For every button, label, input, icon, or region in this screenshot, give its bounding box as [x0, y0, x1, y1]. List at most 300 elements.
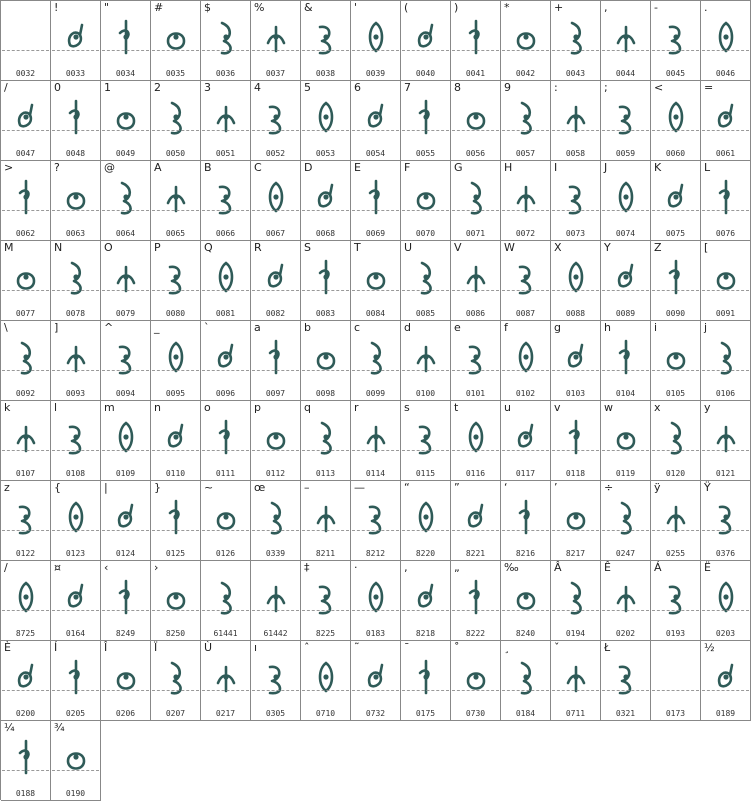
glyph-cell[interactable] [151, 481, 201, 561]
baseline-divider [452, 370, 499, 371]
glyph-cell[interactable] [501, 481, 551, 561]
glyph-cell[interactable] [601, 81, 651, 161]
glyph-cell[interactable] [451, 1, 501, 81]
char-code-label: 0060 [665, 149, 686, 158]
glyph-cell[interactable] [401, 641, 451, 721]
glyph-icon [106, 95, 146, 139]
glyph-cell[interactable] [101, 241, 151, 321]
glyph-cell[interactable] [651, 321, 701, 401]
glyph-cell[interactable] [551, 561, 601, 641]
glyph-cell[interactable] [451, 641, 501, 721]
glyph-cell[interactable] [201, 81, 251, 161]
baseline-divider [152, 610, 199, 611]
glyph-cell[interactable] [101, 641, 151, 721]
glyph-cell[interactable] [701, 241, 751, 321]
character-label: I [554, 161, 558, 174]
glyph-cell[interactable] [251, 1, 301, 81]
char-code-label: 0059 [615, 149, 636, 158]
char-code-label: 0083 [315, 309, 336, 318]
character-label: ! [54, 1, 59, 14]
glyph-cell[interactable] [151, 81, 201, 161]
glyph-cell[interactable] [501, 161, 551, 241]
glyph-icon [156, 15, 196, 59]
glyph-cell[interactable] [201, 241, 251, 321]
glyph-cell[interactable] [601, 241, 651, 321]
glyph-cell[interactable] [351, 321, 401, 401]
baseline-divider [602, 50, 649, 51]
character-label: Ù [204, 641, 213, 654]
glyph-cell[interactable] [501, 1, 551, 81]
glyph-cell[interactable] [351, 481, 401, 561]
glyph-cell[interactable] [551, 401, 601, 481]
char-code-label: 8725 [15, 629, 36, 638]
glyph-cell[interactable] [401, 1, 451, 81]
character-label: ‰ [504, 561, 519, 574]
glyph-icon [306, 255, 346, 299]
glyph-cell[interactable] [351, 561, 401, 641]
glyph-cell[interactable] [1, 561, 51, 641]
glyph-icon [556, 95, 596, 139]
glyph-cell[interactable] [151, 1, 201, 81]
glyph-cell[interactable] [201, 401, 251, 481]
glyph-cell[interactable] [551, 161, 601, 241]
glyph-cell[interactable] [301, 81, 351, 161]
glyph-cell[interactable] [651, 1, 701, 81]
baseline-divider [452, 450, 499, 451]
glyph-cell[interactable] [451, 161, 501, 241]
glyph-cell[interactable] [601, 481, 651, 561]
char-code-label: 0111 [215, 469, 236, 478]
character-label: # [154, 1, 164, 14]
character-label: Í [54, 641, 58, 654]
glyph-icon [6, 255, 46, 299]
baseline-divider [552, 370, 599, 371]
glyph-cell[interactable] [251, 321, 301, 401]
glyph-icon [256, 95, 296, 139]
glyph-icon [506, 15, 546, 59]
character-label: C [254, 161, 262, 174]
char-code-label: 0194 [565, 629, 586, 638]
glyph-cell[interactable] [701, 161, 751, 241]
char-code-label: 0077 [15, 309, 36, 318]
baseline-divider [652, 130, 699, 131]
glyph-cell[interactable] [51, 401, 101, 481]
character-label: ; [604, 81, 608, 94]
glyph-cell[interactable] [601, 401, 651, 481]
glyph-cell[interactable] [501, 321, 551, 401]
glyph-cell[interactable] [251, 81, 301, 161]
character-label: ¼ [4, 721, 15, 734]
glyph-cell[interactable] [101, 481, 151, 561]
character-label: F [404, 161, 411, 174]
char-code-label: 0121 [715, 469, 736, 478]
character-label: / [4, 81, 8, 94]
glyph-cell[interactable] [1, 321, 51, 401]
character-label: d [404, 321, 411, 334]
glyph-icon [556, 255, 596, 299]
glyph-icon [456, 495, 496, 539]
character-label: G [454, 161, 463, 174]
glyph-cell[interactable] [651, 161, 701, 241]
glyph-cell[interactable] [1, 481, 51, 561]
glyph-cell[interactable] [401, 321, 451, 401]
glyph-cell[interactable] [251, 481, 301, 561]
baseline-divider [502, 50, 549, 51]
glyph-cell[interactable] [301, 241, 351, 321]
glyph-cell[interactable] [351, 641, 401, 721]
glyph-cell[interactable] [651, 401, 701, 481]
glyph-icon [106, 655, 146, 699]
glyph-cell[interactable] [101, 321, 151, 401]
glyph-icon [106, 175, 146, 219]
baseline-divider [702, 450, 749, 451]
glyph-cell[interactable] [51, 321, 101, 401]
glyph-icon [256, 415, 296, 459]
character-label: O [104, 241, 113, 254]
char-code-label: 0048 [65, 149, 86, 158]
glyph-cell[interactable] [451, 321, 501, 401]
glyph-icon [56, 175, 96, 219]
glyph-cell[interactable] [101, 401, 151, 481]
char-code-label: 0113 [315, 469, 336, 478]
char-code-label: 0085 [415, 309, 436, 318]
glyph-icon [56, 575, 96, 619]
baseline-divider [702, 130, 749, 131]
glyph-cell[interactable] [101, 1, 151, 81]
glyph-cell[interactable] [101, 561, 151, 641]
character-label: u [504, 401, 511, 414]
character-label: Á [654, 561, 662, 574]
glyph-icon [406, 255, 446, 299]
baseline-divider [602, 450, 649, 451]
glyph-cell[interactable] [101, 161, 151, 241]
glyph-icon [356, 15, 396, 59]
character-label: o [204, 401, 211, 414]
glyph-cell[interactable] [551, 241, 601, 321]
char-code-label: 0073 [565, 229, 586, 238]
baseline-divider [2, 690, 49, 691]
glyph-icon [456, 175, 496, 219]
baseline-divider [702, 210, 749, 211]
character-label: 4 [254, 81, 261, 94]
glyph-cell[interactable] [1, 161, 51, 241]
glyph-cell[interactable] [451, 81, 501, 161]
glyph-icon [256, 335, 296, 379]
glyph-cell[interactable] [301, 1, 351, 81]
baseline-divider [602, 130, 649, 131]
char-code-label: 0116 [465, 469, 486, 478]
character-label: + [554, 1, 564, 14]
glyph-cell[interactable] [701, 321, 751, 401]
glyph-icon [556, 495, 596, 539]
glyph-cell[interactable] [601, 1, 651, 81]
glyph-cell[interactable] [551, 1, 601, 81]
glyph-icon [106, 255, 146, 299]
glyph-cell[interactable] [401, 401, 451, 481]
char-code-label: 0104 [615, 389, 636, 398]
baseline-divider [402, 290, 449, 291]
baseline-divider [202, 290, 249, 291]
glyph-cell[interactable] [401, 161, 451, 241]
character-label: ‹ [104, 561, 109, 574]
glyph-cell[interactable] [301, 161, 351, 241]
char-code-label: 0089 [615, 309, 636, 318]
character-label: w [604, 401, 613, 414]
glyph-cell[interactable] [301, 321, 351, 401]
glyph-cell[interactable] [451, 401, 501, 481]
glyph-cell[interactable] [501, 81, 551, 161]
baseline-divider [152, 690, 199, 691]
baseline-divider [2, 450, 49, 451]
character-label: " [104, 1, 110, 14]
char-code-label: 0032 [15, 69, 36, 78]
glyph-cell[interactable] [551, 641, 601, 721]
glyph-cell[interactable] [151, 561, 201, 641]
char-code-label: 0202 [615, 629, 636, 638]
glyph-cell[interactable] [601, 161, 651, 241]
glyph-cell[interactable] [451, 481, 501, 561]
glyph-cell[interactable] [51, 241, 101, 321]
glyph-cell[interactable] [651, 241, 701, 321]
character-label: $ [204, 1, 211, 14]
glyph-icon [356, 175, 396, 219]
glyph-icon [256, 655, 296, 699]
char-code-label: 0039 [365, 69, 386, 78]
glyph-cell[interactable] [651, 561, 701, 641]
glyph-icon [6, 175, 46, 219]
glyph-icon [556, 15, 596, 59]
glyph-cell[interactable] [51, 721, 101, 801]
glyph-cell[interactable] [51, 161, 101, 241]
character-label: ¸ [504, 641, 510, 654]
glyph-cell[interactable] [201, 481, 251, 561]
glyph-cell[interactable] [701, 81, 751, 161]
baseline-divider [502, 450, 549, 451]
glyph-cell[interactable] [401, 561, 451, 641]
baseline-divider [452, 210, 499, 211]
char-code-label: 0041 [465, 69, 486, 78]
character-label: c [354, 321, 361, 334]
character-label: a [254, 321, 261, 334]
baseline-divider [452, 690, 499, 691]
char-code-label: 0070 [415, 229, 436, 238]
glyph-icon [106, 335, 146, 379]
character-label: % [254, 1, 265, 14]
baseline-divider [2, 290, 49, 291]
char-code-label: 0114 [365, 469, 386, 478]
char-code-label: 0117 [515, 469, 536, 478]
char-code-label: 0066 [215, 229, 236, 238]
glyph-icon [206, 255, 246, 299]
glyph-cell[interactable] [1, 641, 51, 721]
baseline-divider [502, 290, 549, 291]
glyph-cell[interactable] [251, 241, 301, 321]
glyph-cell[interactable] [501, 401, 551, 481]
character-label: q [304, 401, 311, 414]
glyph-cell[interactable] [451, 561, 501, 641]
char-code-label: 0339 [265, 549, 286, 558]
character-label: ½ [704, 641, 715, 654]
glyph-cell[interactable] [301, 641, 351, 721]
glyph-cell[interactable] [701, 561, 751, 641]
glyph-cell[interactable] [351, 81, 401, 161]
glyph-cell[interactable] [701, 481, 751, 561]
character-label: i [654, 321, 658, 334]
glyph-cell[interactable] [201, 561, 251, 641]
baseline-divider [2, 50, 49, 51]
char-code-label: 8212 [365, 549, 386, 558]
glyph-cell[interactable] [551, 81, 601, 161]
glyph-cell[interactable] [101, 81, 151, 161]
glyph-cell[interactable] [251, 561, 301, 641]
glyph-cell[interactable] [601, 321, 651, 401]
baseline-divider [102, 450, 149, 451]
character-label: \ [4, 321, 8, 334]
glyph-cell[interactable] [151, 401, 201, 481]
character-label: ` [204, 321, 210, 334]
char-code-label: 0205 [65, 709, 86, 718]
character-label: > [4, 161, 14, 174]
baseline-divider [202, 210, 249, 211]
glyph-cell[interactable] [401, 241, 451, 321]
character-label: Ÿ [704, 481, 711, 494]
glyph-icon [156, 655, 196, 699]
glyph-cell[interactable] [501, 561, 551, 641]
glyph-cell[interactable] [351, 241, 401, 321]
glyph-cell[interactable] [1, 241, 51, 321]
glyph-cell[interactable] [1, 401, 51, 481]
glyph-icon [256, 495, 296, 539]
glyph-cell[interactable] [551, 321, 601, 401]
glyph-icon [106, 415, 146, 459]
baseline-divider [402, 610, 449, 611]
glyph-icon [306, 95, 346, 139]
baseline-divider [352, 610, 399, 611]
glyph-cell[interactable] [601, 561, 651, 641]
glyph-cell[interactable] [151, 321, 201, 401]
glyph-cell[interactable] [551, 481, 601, 561]
glyph-icon [56, 415, 96, 459]
character-label: È [4, 641, 11, 654]
glyph-icon [356, 415, 396, 459]
char-code-label: 0305 [265, 709, 286, 718]
baseline-divider [552, 50, 599, 51]
glyph-cell[interactable] [401, 481, 451, 561]
glyph-icon [656, 95, 696, 139]
character-label: X [554, 241, 562, 254]
glyph-cell[interactable] [51, 561, 101, 641]
char-code-label: 0118 [565, 469, 586, 478]
character-label: M [4, 241, 14, 254]
glyph-cell[interactable] [201, 1, 251, 81]
glyph-cell[interactable] [401, 81, 451, 161]
baseline-divider [2, 210, 49, 211]
glyph-cell[interactable] [51, 81, 101, 161]
glyph-cell[interactable] [651, 481, 701, 561]
baseline-divider [202, 50, 249, 51]
baseline-divider [552, 450, 599, 451]
baseline-divider [352, 290, 399, 291]
character-label: 9 [504, 81, 511, 94]
glyph-cell[interactable] [251, 641, 301, 721]
character-label: T [354, 241, 361, 254]
baseline-divider [52, 530, 99, 531]
glyph-icon [56, 15, 96, 59]
glyph-cell[interactable] [151, 641, 201, 721]
char-code-label: 0190 [65, 789, 86, 798]
glyph-cell[interactable] [501, 241, 551, 321]
glyph-cell[interactable] [501, 641, 551, 721]
char-code-label: 0061 [715, 149, 736, 158]
glyph-icon [206, 575, 246, 619]
glyph-cell[interactable] [151, 241, 201, 321]
glyph-cell[interactable] [301, 401, 351, 481]
glyph-cell[interactable] [51, 481, 101, 561]
char-code-label: 0123 [65, 549, 86, 558]
glyph-cell[interactable] [51, 641, 101, 721]
baseline-divider [152, 210, 199, 211]
character-label: @ [104, 161, 115, 174]
character-label: ∕ [4, 561, 8, 574]
glyph-cell[interactable] [701, 1, 751, 81]
glyph-cell[interactable] [1, 721, 51, 801]
glyph-icon [706, 255, 746, 299]
glyph-icon [256, 15, 296, 59]
glyph-cell[interactable] [251, 161, 301, 241]
baseline-divider [402, 50, 449, 51]
char-code-label: 0062 [15, 229, 36, 238]
baseline-divider [702, 290, 749, 291]
char-code-label: 0091 [715, 309, 736, 318]
baseline-divider [652, 210, 699, 211]
glyph-cell[interactable] [251, 401, 301, 481]
char-code-label: 0074 [615, 229, 636, 238]
glyph-cell[interactable] [201, 321, 251, 401]
glyph-cell[interactable] [151, 161, 201, 241]
glyph-cell[interactable] [351, 161, 401, 241]
glyph-cell[interactable] [651, 641, 701, 721]
character-label: : [554, 81, 558, 94]
char-code-label: 0056 [465, 149, 486, 158]
char-code-label: 0080 [165, 309, 186, 318]
glyph-cell[interactable] [451, 241, 501, 321]
glyph-cell[interactable] [201, 641, 251, 721]
char-code-label: 0207 [165, 709, 186, 718]
baseline-divider [302, 370, 349, 371]
baseline-divider [652, 610, 699, 611]
glyph-cell[interactable] [1, 81, 51, 161]
glyph-cell[interactable] [1, 1, 51, 81]
baseline-divider [102, 50, 149, 51]
glyph-icon [706, 415, 746, 459]
glyph-icon [656, 335, 696, 379]
glyph-cell[interactable] [701, 641, 751, 721]
glyph-icon [356, 255, 396, 299]
glyph-cell[interactable] [51, 1, 101, 81]
baseline-divider [452, 130, 499, 131]
glyph-cell[interactable] [301, 561, 351, 641]
glyph-cell[interactable] [351, 1, 401, 81]
character-label: 3 [204, 81, 211, 94]
baseline-divider [202, 450, 249, 451]
glyph-cell[interactable] [701, 401, 751, 481]
glyph-cell[interactable] [351, 401, 401, 481]
glyph-cell[interactable] [651, 81, 701, 161]
glyph-cell[interactable] [301, 481, 351, 561]
glyph-icon [6, 95, 46, 139]
glyph-cell[interactable] [201, 161, 251, 241]
glyph-cell[interactable] [601, 641, 651, 721]
